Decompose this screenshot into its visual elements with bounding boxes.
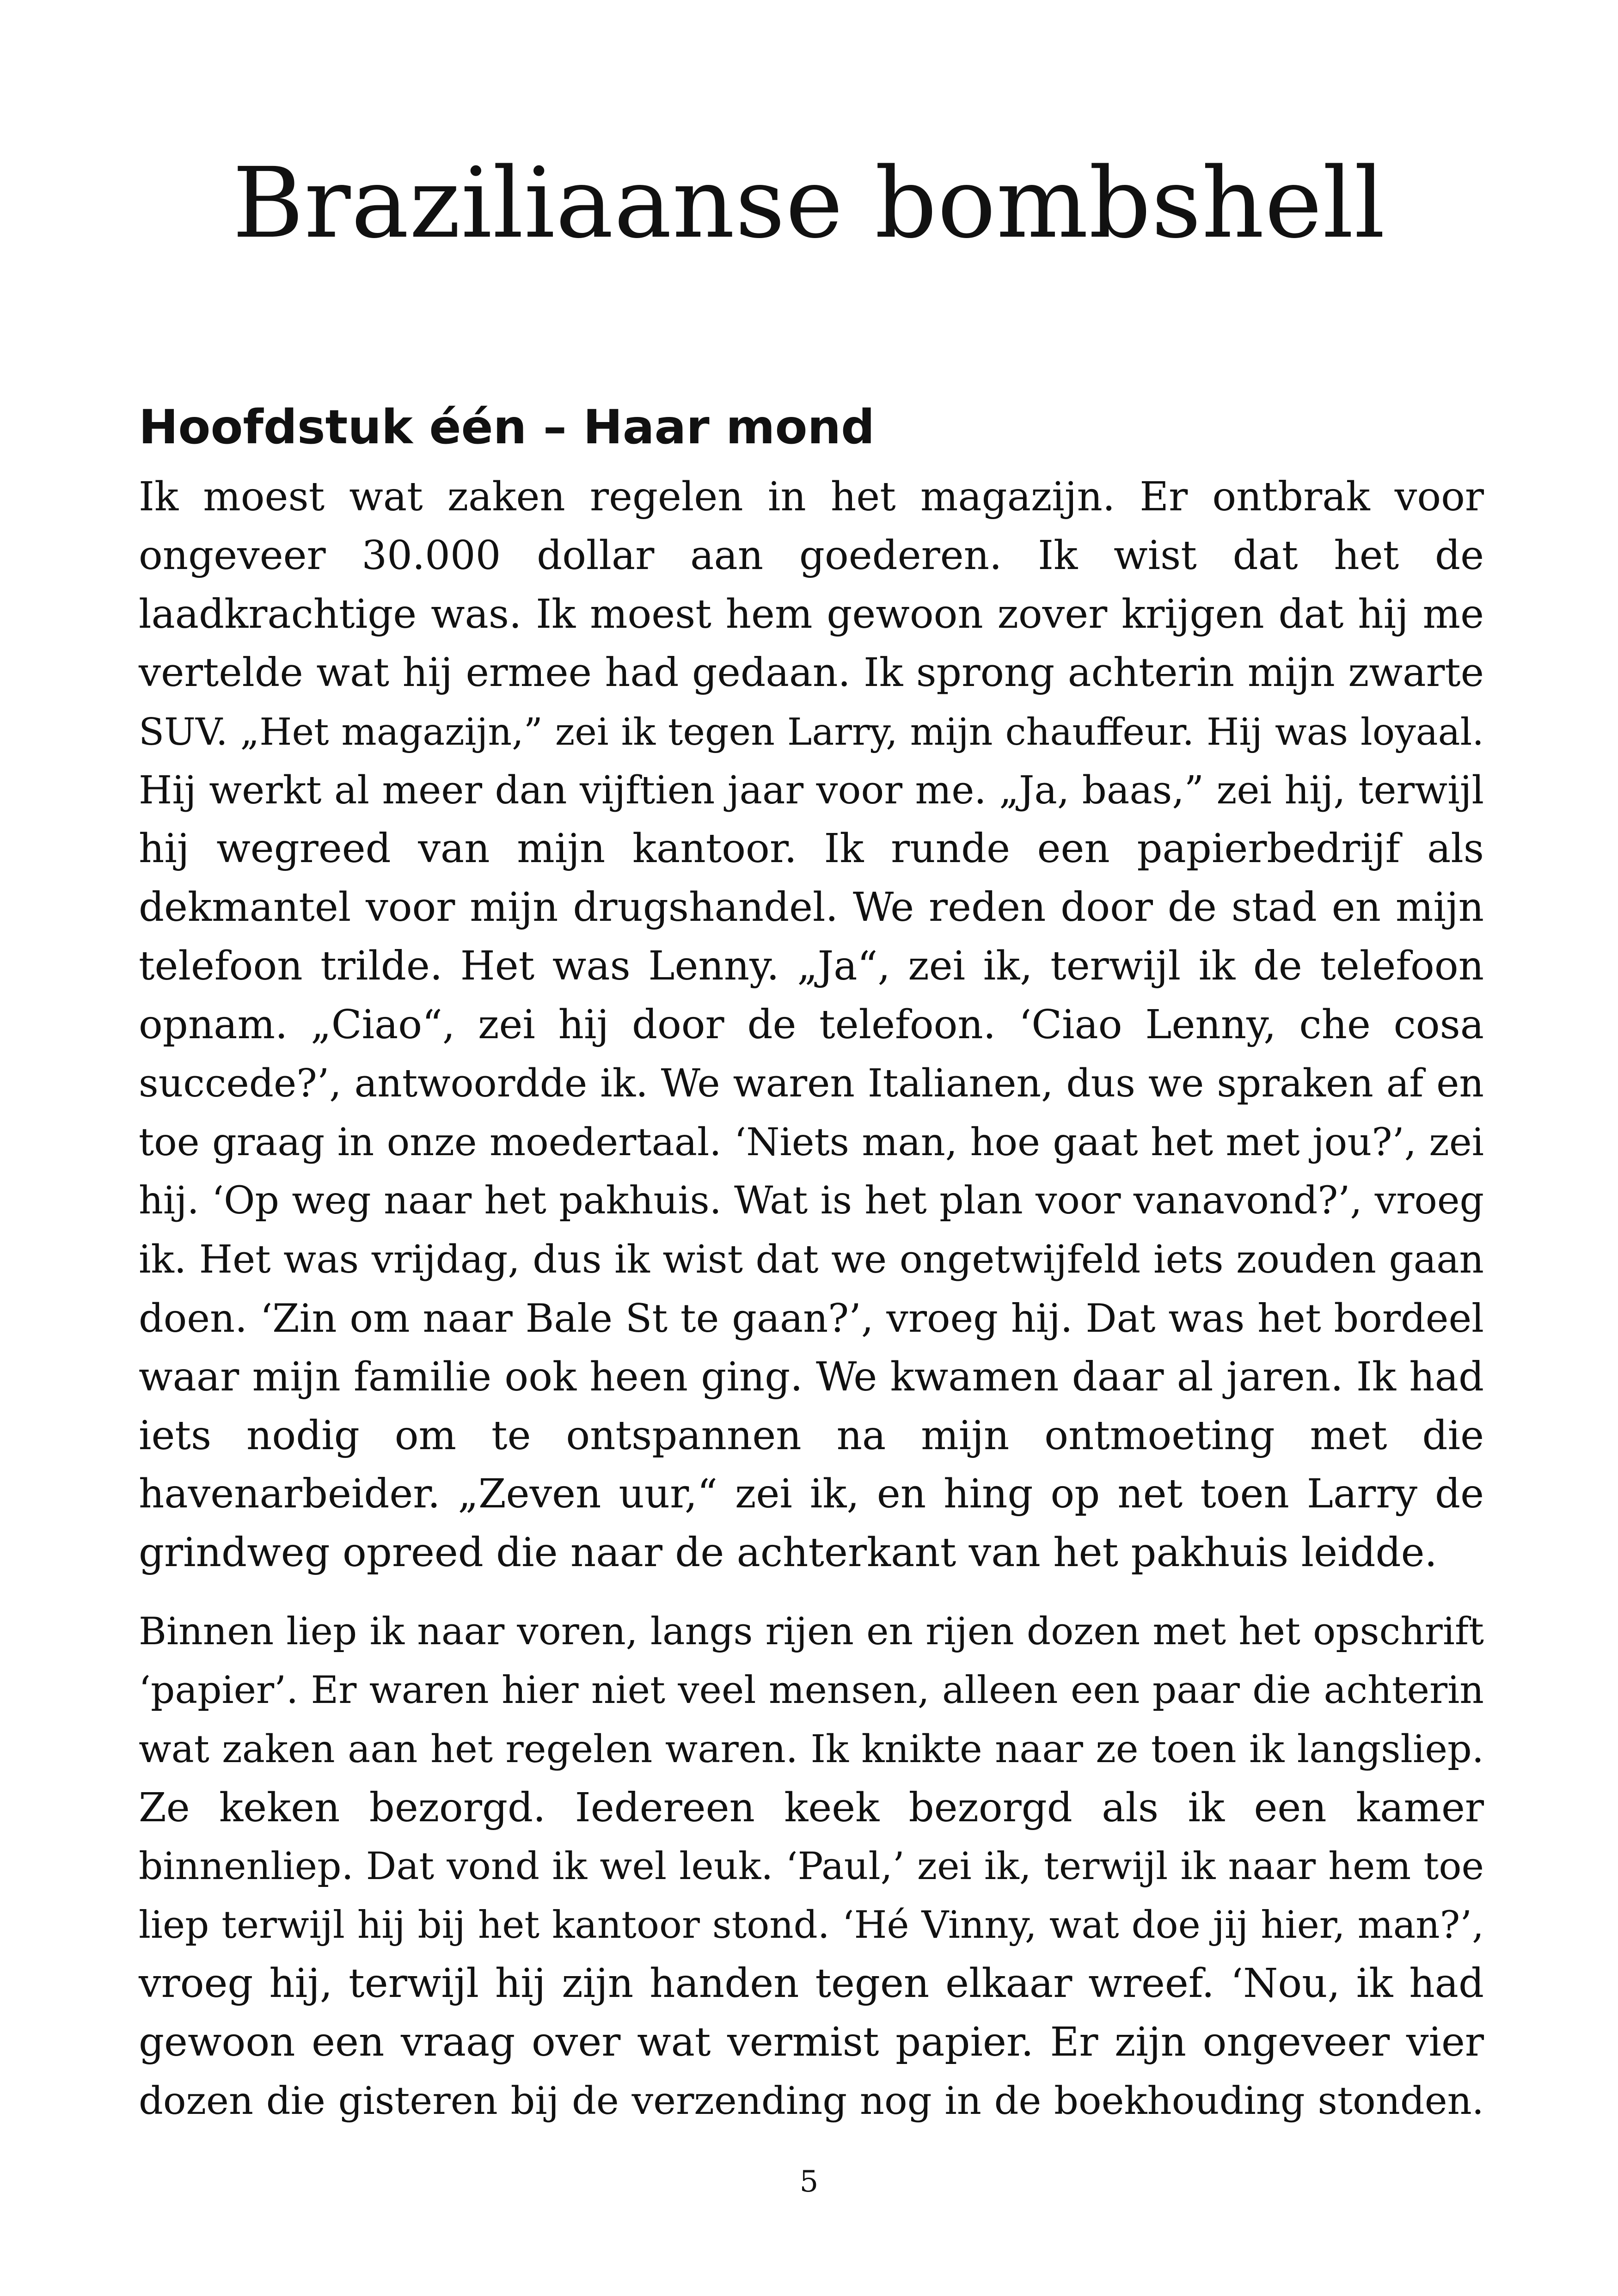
text-line: wat zaken aan het regelen waren. Ik knikte naar ze toen ik langsliep. (139, 1727, 1484, 1771)
text-line: SUV. „Het magazijn,” zei ik tegen Larry, mijn chauffeur. Hij was loyaal. (139, 710, 1484, 753)
text-line: hij wegreed van mijn kantoor. Ik runde een papierbedrijf als (139, 826, 1484, 872)
text-line: ik. Het was vrijdag, dus ik wist dat we ongetwijfeld iets zouden gaan (139, 1237, 1484, 1282)
text-line: liep terwijl hij bij het kantoor stond. ‘Hé Vinny, wat doe jij hier, man?’, (139, 1903, 1484, 1947)
text-line: laadkrachtige was. Ik moest hem gewoon zover krijgen dat hij me (139, 591, 1484, 637)
text-line: gewoon een vraag over wat vermist papier. Er zijn ongeveer vier (139, 2019, 1484, 2066)
text-line: iets nodig om te ontspannen na mijn ontmoeting met die (139, 1412, 1484, 1459)
text-line: vertelde wat hij ermee had gedaan. Ik sprong achterin mijn zwarte (139, 649, 1484, 696)
text-line: Ze keken bezorgd. Iedereen keek bezorgd als ik een kamer (139, 1784, 1484, 1831)
text-line: ‘papier’. Er waren hier niet veel mensen, alleen een paar die achterin (139, 1668, 1484, 1712)
page-number: 5 (799, 2165, 819, 2199)
text-line: dozen die gisteren bij de verzending nog in de boekhouding stonden. (139, 2079, 1484, 2124)
text-line: telefoon trilde. Het was Lenny. „Ja“, zei ik, terwijl ik de telefoon (139, 943, 1484, 990)
book-title: Braziliaanse bombshell (232, 147, 1386, 260)
text-line: dekmantel voor mijn drugshandel. We reden door de stad en mijn (139, 884, 1484, 931)
chapter-heading: Hoofdstuk één – Haar mond (139, 400, 875, 455)
text-line: succede?’, antwoordde ik. We waren Italianen, dus we spraken af en (139, 1061, 1484, 1106)
text-line: toe graag in onze moedertaal. ‘Niets man, hoe gaat het met jou?’, zei (139, 1120, 1484, 1164)
text-line: vroeg hij, terwijl hij zijn handen tegen elkaar wreef. ‘Nou, ik had (139, 1960, 1484, 2007)
text-line: waar mijn familie ook heen ging. We kwamen daar al jaren. Ik had (139, 1353, 1484, 1400)
body-paragraph (139, 1603, 1484, 2131)
text-line: ongeveer 30.000 dollar aan goederen. Ik wist dat het de (139, 532, 1484, 579)
text-line: Hij werkt al meer dan vijftien jaar voor me. „Ja, baas,” zei hij, terwijl (139, 767, 1484, 813)
text-line: grindweg opreed die naar de achterkant van het pakhuis leidde. (139, 1530, 1437, 1576)
text-line: hij. ‘Op weg naar het pakhuis. Wat is het plan voor vanavond?’, vroeg (139, 1178, 1484, 1223)
text-line: havenarbeider. „Zeven uur,“ zei ik, en hing op net toen Larry de (139, 1471, 1484, 1518)
body-paragraph (139, 468, 1484, 1582)
text-line: Binnen liep ik naar voren, langs rijen en rijen dozen met het opschrift (139, 1610, 1484, 1653)
text-line: doen. ‘Zin om naar Bale St te gaan?’, vroeg hij. Dat was het bordeel (139, 1295, 1484, 1341)
text-line: opnam. „Ciao“, zei hij door de telefoon. ‘Ciao Lenny, che cosa (139, 1002, 1484, 1048)
text-line: Ik moest wat zaken regelen in het magazijn. Er ontbrak voor (139, 474, 1484, 520)
text-line: binnenliep. Dat vond ik wel leuk. ‘Paul,’ zei ik, terwijl ik naar hem toe (139, 1844, 1484, 1888)
